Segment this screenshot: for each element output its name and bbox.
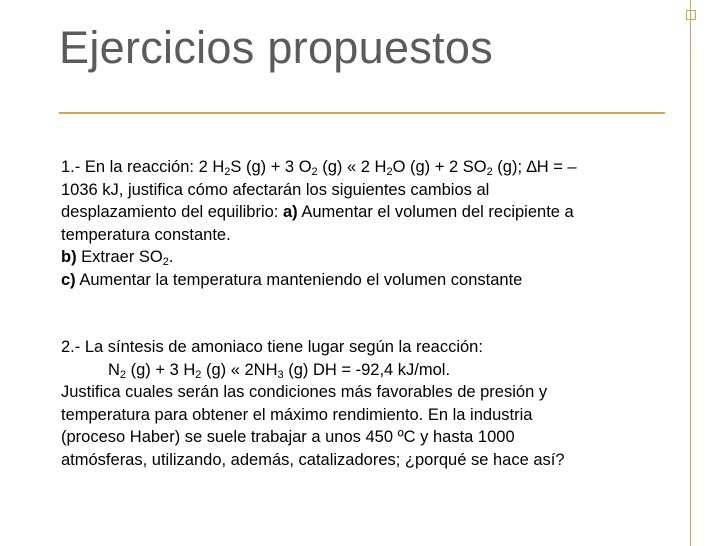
paragraph-gap bbox=[61, 291, 691, 336]
ex2-line-4: temperatura para obtener el máximo rendimiento. En la industria bbox=[61, 405, 533, 424]
ex1-line-2: 1036 kJ, justifica cómo afectarán los siguientes cambios al bbox=[61, 180, 490, 199]
ex1-line-5: b) Extraer $SO_2$. bbox=[61, 248, 174, 268]
ex1-line-3: desplazamiento del equilibrio: a) Aumentar el volumen del recipiente a bbox=[61, 203, 574, 221]
ex2-equation: $N_2$ (g) + 3 $H_2$ (g) « $2NH_3$ (g) DH = -92,4 kJ/mol. bbox=[108, 360, 451, 381]
title-underline bbox=[59, 112, 665, 114]
ex2-line-3: Justifica cuales serán las condiciones más favorables de presión y bbox=[61, 383, 548, 401]
ex2-line-5: (proceso Haber) se suele trabajar a unos 450 ºC y hasta 1000 bbox=[61, 428, 515, 446]
slide-body bbox=[61, 156, 691, 471]
exercise-1 bbox=[61, 156, 691, 291]
ex1-line-6: c) Aumentar la temperatura manteniendo el volumen constante bbox=[61, 270, 523, 289]
slide-title: Ejercicios propuestos bbox=[59, 22, 493, 73]
ex1-line-1: 1.- En la reacción: 2 $H_2S$ (g) + 3 $O_2$ (g) « 2 $H_2O$ (g) + 2 $SO_2$ (g); ∆H = – bbox=[61, 158, 577, 178]
ex2-line-1: 2.- La síntesis de amoniaco tiene lugar según la reacción: bbox=[61, 338, 483, 356]
ex2-line-6: atmósferas, utilizando, además, catalizadores; ¿porqué se hace así? bbox=[61, 450, 565, 469]
exercise-2 bbox=[61, 336, 691, 471]
ex1-line-4: temperatura constante. bbox=[61, 225, 231, 244]
decorative-corner-square bbox=[686, 10, 696, 20]
